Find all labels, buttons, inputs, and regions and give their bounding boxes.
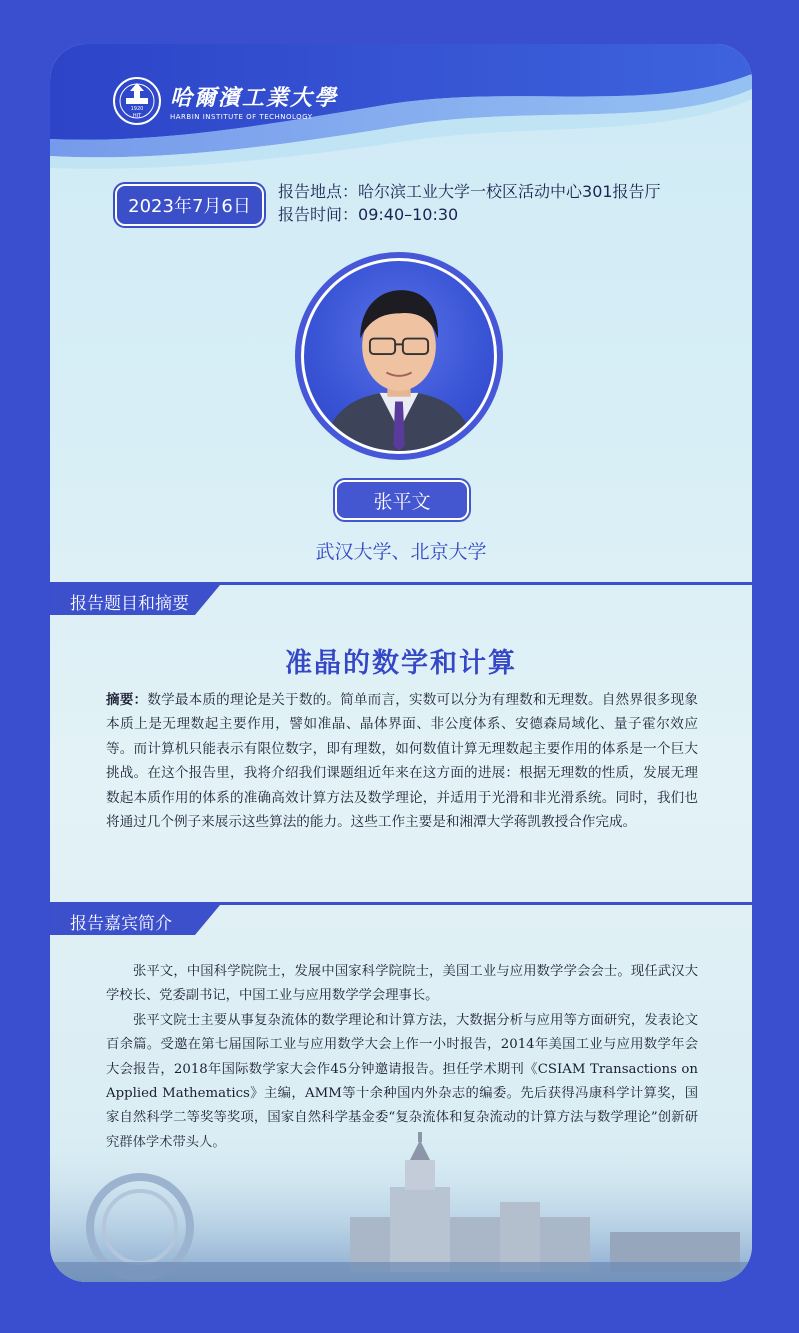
- abstract-text: [106, 688, 698, 834]
- university-logo: [112, 76, 338, 126]
- speaker-name-badge: 张平文: [335, 480, 469, 520]
- university-name-cn: 哈爾濱工業大學: [170, 85, 339, 111]
- speaker-portrait-frame: [295, 252, 503, 460]
- abstract-body: 数学最本质的理论是关于数的。简单而言，实数可以分为有理数和无理数。自然界很多现象本质上是无理数起主要作用，譬如准晶、晶体界面、非公度体系、安德森局域化、量子霍尔效应等。而计算机只能表示有限位数字，即有理数，如何数值计算无理数起主要作用的体系是一个巨大挑战。在这个报告里，我将介绍我们课题组近年来在这方面的进展：根据无理数的性质，发展无理数起本质作用的体系的准确高效计算方法及数学理论，并适用于光滑和非光滑系统。同时，我们也将通过几个例子来展示这些算法的能力。这些工作主要是和湘潭大学蒋凯教授合作完成。: [106, 692, 699, 831]
- speaker-portrait: [301, 258, 497, 454]
- date-badge: 2023年7月6日: [115, 184, 264, 226]
- bio-heading: 报告嘉宾简介: [70, 914, 172, 934]
- abstract-heading: 报告题目和摘要: [70, 594, 189, 614]
- svg-text:1920: 1920: [130, 106, 144, 112]
- university-name-en: HARBIN INSTITUTE OF TECHNOLOGY: [170, 113, 313, 121]
- poster-card: [50, 44, 752, 1282]
- time-value: 09:40–10:30: [358, 205, 459, 224]
- speaker-affiliation: 武汉大学、北京大学: [315, 541, 487, 563]
- bio-paragraph-2: 张平文院士主要从事复杂流体的数学理论和计算方法，大数据分析与应用等方面研究，发表论文百余篇。受邀在第七届国际工业与应用数学大会上作一小时报告，2014年美国工业与应用数学年会大会报告，2018年国际数学家大会作45分钟邀请报告。担任学术期刊《CSIAM Transactions on Applied Mathematics》主编，AMM等十余种国内外杂志的编委。先后获得冯康科学计算奖，国家自然科学二等奖等奖项，国家自然科学基金委“复杂流体和复杂流动的计算方法与数学理论”创新研: [106, 1012, 698, 1126]
- bio-paragraph-1: 张平文，中国科学院院士，发展中国家科学院院士，美国工业与应用数学学会会士。现任武汉大学校长、党委副书记，中国工业与应用数学学会理事长。: [106, 964, 698, 1004]
- abstract-label: 摘要：: [106, 692, 148, 708]
- location-label: 报告地点：: [278, 182, 359, 201]
- speaker-bio: [106, 960, 698, 1155]
- campus-skyline-illustration: [50, 1132, 752, 1282]
- event-info: [278, 180, 661, 226]
- time-label: 报告时间：: [278, 205, 359, 224]
- svg-text:HIT: HIT: [132, 113, 142, 119]
- bio-section-header: [50, 902, 752, 942]
- person-silhouette-icon: [304, 261, 494, 451]
- location-value: 哈尔滨工业大学一校区活动中心301报告厅: [358, 182, 661, 201]
- university-emblem-icon: [112, 76, 162, 126]
- abstract-section-header: [50, 582, 752, 622]
- talk-title: 准晶的数学和计算: [285, 648, 517, 679]
